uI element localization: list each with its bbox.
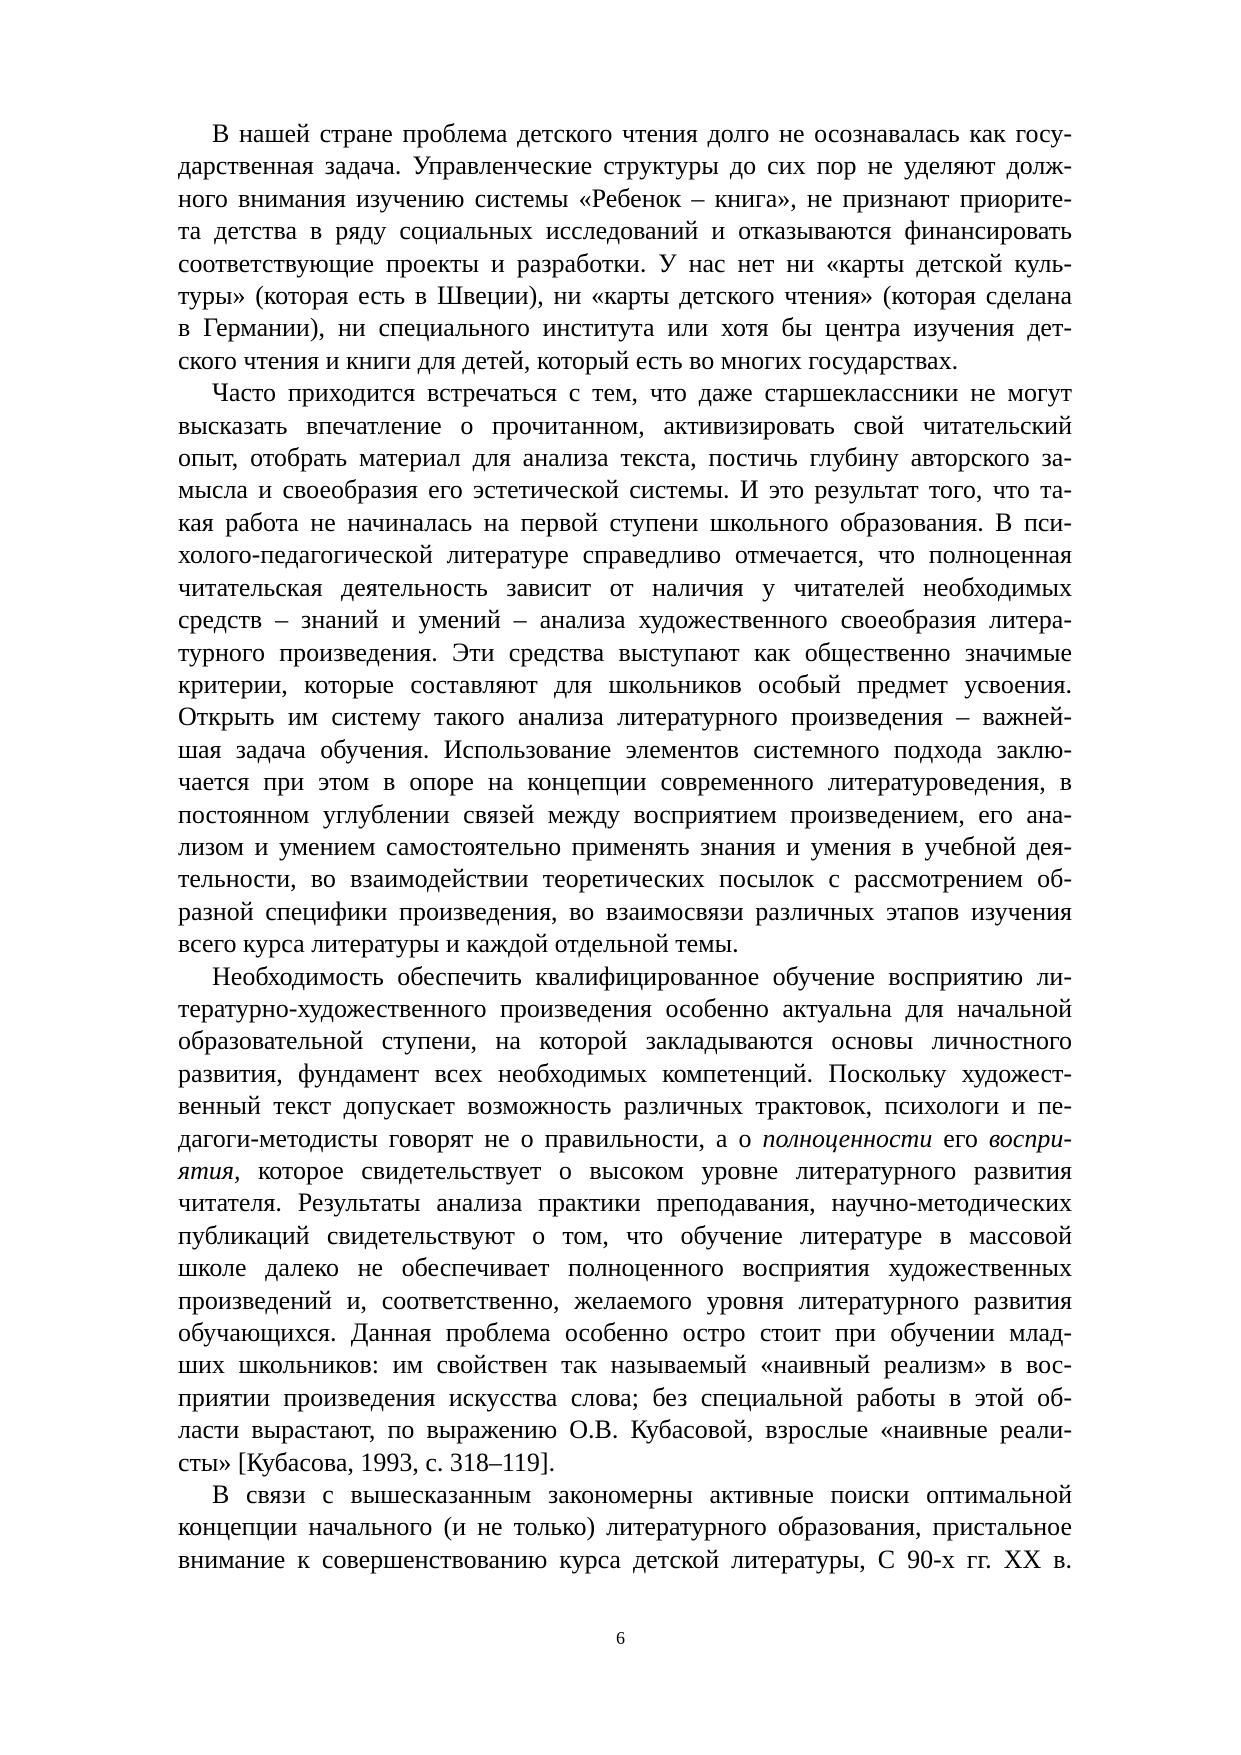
italic-run: воспри- [988, 1123, 1072, 1153]
text-line: приятии произведения искусства слова; без специальной работы в этой об- [178, 1382, 1072, 1412]
text-line: развития, фундамент всех необходимых компетенций. Поскольку художест- [178, 1058, 1072, 1088]
text-line-mixed [178, 1123, 1072, 1155]
text-line: Необходимость обеспечить квалифицированное обучение восприятию ли- [212, 961, 1072, 991]
text-line: чается при этом в опоре на концепции современного литературоведения, в [178, 767, 1072, 797]
text-line-mixed [178, 1155, 1072, 1187]
italic-run: полноценности [762, 1123, 933, 1153]
text-line: шая задача обучения. Использование элементов системного подхода заклю- [178, 734, 1072, 764]
text-line: разной специфики произведения, во взаимосвязи различных этапов изучения [178, 896, 1072, 926]
text-line: турного произведения. Эти средства выступают как общественно значимые [178, 637, 1072, 667]
body-text [178, 118, 1072, 1576]
text-line: читателя. Результаты анализа практики преподавания, научно-методических [178, 1188, 1072, 1218]
text-line: критерии, которые составляют для школьников особый предмет усвоения. [178, 669, 1072, 699]
paragraph-3 [178, 961, 1072, 1480]
text-line: холого-педагогической литературе справедливо отмечается, что полноценная [178, 540, 1072, 570]
text-line: дарственная задача. Управленческие структуры до сих пор не уделяют долж- [178, 151, 1072, 181]
text-line: обучающихся. Данная проблема особенно остро стоит при обучении млад- [178, 1318, 1072, 1348]
text-line: Открыть им систему такого анализа литературного произведения – важней- [178, 702, 1072, 732]
italic-run: ятия, [178, 1156, 258, 1185]
text-line: высказать впечатление о прочитанном, активизировать свой читательский [178, 410, 1072, 440]
text-line: тельности, во взаимодействии теоретических посылок с рассмотрением об- [178, 864, 1072, 894]
text-line: В нашей стране проблема детского чтения долго не осознавалась как госу- [212, 119, 1072, 148]
text-line: ших школьников: им свойствен так называемый «наивный реализм» в вос- [178, 1350, 1072, 1380]
page-number: 6 [616, 1628, 625, 1648]
text-line: лизом и умением самостоятельно применять знания и умения в учебной дея- [178, 831, 1072, 861]
text-line: ласти вырастают, по выражению О.В. Кубасовой, взрослые «наивные реали- [178, 1415, 1072, 1445]
text-line: публикаций свидетельствуют о том, что обучение литературе в массовой [178, 1220, 1072, 1250]
text-line: В связи с вышесказанным закономерны активные поиски оптимальной [212, 1480, 1072, 1510]
text-line: концепции начального (и не только) литературного образования, пристальное [178, 1512, 1072, 1542]
text-line: мысла и своеобразия его эстетической системы. И это результат того, что та- [178, 475, 1072, 505]
text-line: та детства в ряду социальных исследований и отказываются финансировать [178, 216, 1072, 246]
text-run: дагоги-методисты говорят не о правильности, а о [178, 1123, 763, 1153]
text-line: опыт, отобрать материал для анализа текста, постичь глубину авторского за- [178, 443, 1072, 473]
text-line: сты» [Кубасова, 1993, с. 318–119]. [178, 1447, 556, 1477]
text-line: читательская деятельность зависит от наличия у читателей необходимых [178, 572, 1072, 602]
text-run: его [932, 1123, 989, 1153]
text-line: туры» (которая есть в Швеции), ни «карты детского чтения» (которая сделана [178, 281, 1072, 311]
text-line: кая работа не начиналась на первой ступени школьного образования. В пси- [178, 507, 1072, 537]
paragraph-1 [178, 118, 1072, 377]
text-line: в Германии), ни специального института или хотя бы центра изучения дет- [178, 313, 1072, 343]
text-run: которое свидетельствует о высоком уровне литературного развития [257, 1156, 1072, 1185]
text-line: всего курса литературы и каждой отдельной темы. [178, 929, 739, 959]
paragraph-2 [178, 377, 1072, 960]
text-line: образовательной ступени, на которой закладываются основы личностного [178, 1026, 1072, 1056]
text-line: произведений и, соответственно, желаемого уровня литературного развития [178, 1285, 1072, 1315]
text-line: тературно-художественного произведения особенно актуальна для начальной [178, 993, 1072, 1023]
text-line: венный текст допускает возможность различных трактовок, психологи и пе- [178, 1091, 1072, 1121]
text-line: ного внимания изучению системы «Ребенок – книга», не признают приорите- [178, 183, 1072, 213]
text-line: ского чтения и книги для детей, который есть во многих государствах. [178, 345, 959, 375]
text-line: Часто приходится встречаться с тем, что даже старшеклассники не могут [212, 378, 1072, 408]
paragraph-4 [178, 1479, 1072, 1576]
text-line: соответствующие проекты и разработки. У нас нет ни «карты детской куль- [178, 248, 1072, 278]
text-line: школе далеко не обеспечивает полноценного восприятия художественных [178, 1253, 1072, 1283]
text-line: средств – знаний и умений – анализа художественного своеобразия литера- [178, 605, 1072, 635]
text-line: внимание к совершенствованию курса детской литературы, С 90-х гг. XX в. [178, 1544, 1072, 1574]
text-line: постоянном углублении связей между восприятием произведением, его ана- [178, 799, 1072, 829]
